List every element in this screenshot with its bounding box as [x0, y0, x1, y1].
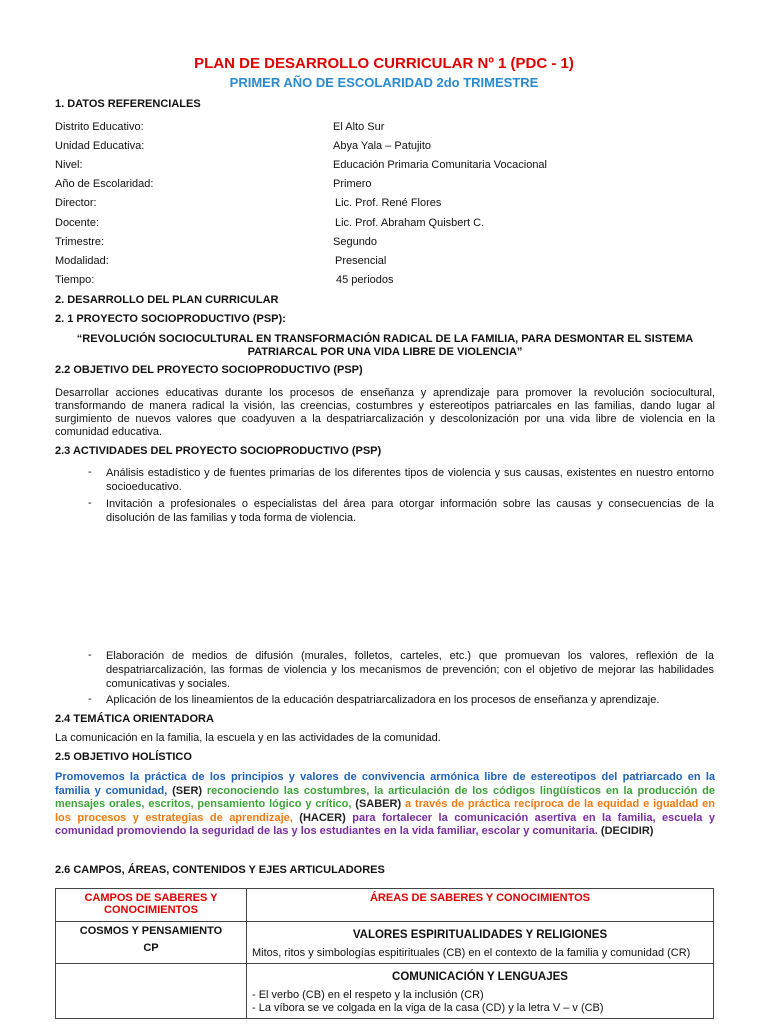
area-cell [247, 964, 714, 1019]
field-label: Director: [55, 197, 97, 209]
bullet-dash: - [88, 497, 92, 509]
holistic-hacer-text: a través de práctica recíproca de la equidad e igualdad en los procesos y estrategias de aprendizaje, [55, 798, 715, 824]
field-value: 45 periodos [336, 274, 394, 286]
field-value: Segundo [333, 236, 378, 248]
holistic-saber-tag: (SABER) [355, 798, 402, 810]
bullet-dash: - [88, 649, 92, 661]
section-heading-campos: 2.6 CAMPOS, ÁREAS, CONTENIDOS Y EJES ARTICULADORES [55, 864, 385, 876]
holistic-decidir-text: para fortalecer la comunicación asertiva en la familia, escuela y comunidad promoviendo la seguridad de las y los estudiantes en la vida familiar, escolar y comunitaria. [55, 811, 715, 837]
holistic-objective [55, 771, 715, 839]
bullet-dash: - [88, 693, 92, 705]
section-heading-psp: 2. 1 PROYECTO SOCIOPRODUCTIVO (PSP): [55, 313, 286, 325]
field-label: Distrito Educativo: [55, 121, 144, 133]
area-title: VALORES ESPIRITUALIDADES Y RELIGIONES [352, 929, 608, 941]
field-value: Lic. Prof. Abraham Quisbert C. [335, 217, 485, 229]
activity-item: Aplicación de los lineamientos de la educación despatriarcalizadora en los procesos de enseñanza y aprendizaje. [106, 694, 660, 706]
field-value: El Alto Sur [333, 121, 385, 133]
holistic-saber-text: reconociendo las costumbres, la articulación de los códigos lingüísticos en la producción de mensajes orales, escritos, pensamiento lógico y crítico, [55, 784, 715, 810]
section-heading-actividades: 2.3 ACTIVIDADES DEL PROYECTO SOCIOPRODUCTIVO (PSP) [55, 445, 382, 457]
holistic-ser-text: Promovemos la práctica de los principios y valores de convivencia armónica libre de estereotipos del patriarcado en la familia y comunidad, [55, 771, 715, 797]
section-heading-datos: 1. DATOS REFERENCIALES [55, 98, 201, 110]
document-subtitle: PRIMER AÑO DE ESCOLARIDAD 2do TRIMESTRE [229, 75, 539, 90]
table-header-row [56, 889, 714, 922]
field-label: Docente: [55, 217, 100, 229]
area-content-line: - El verbo (CB) en el respeto y la inclusión (CR) [252, 989, 484, 1001]
area-cell [247, 922, 714, 964]
campo-name: COSMOS Y PENSAMIENTO [79, 925, 223, 937]
psp-title: “REVOLUCIÓN SOCIOCULTURAL EN TRANSFORMACIÓN RADICAL DE LA FAMILIA, PARA DESMONTAR EL SISTEMA PATRIARCAL POR UNA VIDA LIBRE DE VIOLENCIA” [76, 333, 694, 358]
campo-cell-empty [56, 964, 247, 1019]
tematica-text: La comunicación en la familia, la escuela y en las actividades de la comunidad. [55, 732, 441, 744]
table-header-campos: CAMPOS DE SABERES Y CONOCIMIENTOS [56, 889, 247, 922]
activity-item: Análisis estadístico y de fuentes primarias de los diferentes tipos de violencia y sus causas, existentes en nuestro entorno socioeducativo. [106, 467, 714, 493]
field-label: Año de Escolaridad: [55, 178, 154, 190]
activity-item: Elaboración de medios de difusión (murales, folletos, carteles, etc.) que promuevan los valores, reflexión de la despatriarcalización, las formas de violencia y los mecanismos de prevención; con el objetivo de mejorar las habilidades comunicativas y sociales. [106, 650, 714, 690]
objective-paragraph: Desarrollar acciones educativas durante los procesos de enseñanza y aprendizaje para promover la revolución sociocultural, transformando de manera radical la visión, las creencias, costumbres y estereotipos patriarcales en las familias, dando lugar al surgimiento de nuevos valores que coadyuven a la despatriarcalización y descolonización por una vida libre de violencia en la comunidad educativa. [55, 387, 715, 438]
document-title: PLAN DE DESARROLLO CURRICULAR Nº 1 (PDC - 1) [194, 55, 574, 72]
field-label: Modalidad: [55, 255, 109, 267]
field-value: Primero [333, 178, 372, 190]
section-heading-tematica: 2.4 TEMÁTICA ORIENTADORA [55, 713, 214, 725]
activity-item: Invitación a profesionales o especialistas del área para otorgar información sobre las causas y consecuencias de la disolución de las familias y toda forma de violencia. [106, 498, 714, 524]
field-label: Unidad Educativa: [55, 140, 145, 152]
field-value: Educación Primaria Comunitaria Vocacional [333, 159, 547, 171]
campos-areas-table [55, 888, 714, 1019]
table-row [56, 922, 714, 964]
field-value: Presencial [335, 255, 387, 267]
field-label: Trimestre: [55, 236, 105, 248]
table-row [56, 964, 714, 1019]
field-label: Tiempo: [55, 274, 95, 286]
holistic-hacer-tag: (HACER) [299, 811, 346, 824]
field-value: Abya Yala – Patujito [333, 140, 432, 152]
bullet-dash: - [88, 466, 92, 478]
area-content-line: - La víbora se ve colgada en la viga de la casa (CD) y la letra V – v (CB) [252, 1002, 604, 1014]
holistic-decidir-tag: (DECIDIR) [600, 825, 654, 837]
section-heading-holistico: 2.5 OBJETIVO HOLÍSTICO [55, 751, 192, 763]
campo-cell [56, 922, 247, 964]
area-title: COMUNICACIÓN Y LENGUAJES [392, 971, 568, 983]
section-heading-objetivo-psp: 2.2 OBJETIVO DEL PROYECTO SOCIOPRODUCTIVO (PSP) [55, 364, 363, 376]
campo-abbr: CP [143, 942, 159, 954]
table-header-areas: ÁREAS DE SABERES Y CONOCIMIENTOS [247, 889, 714, 922]
section-heading-desarrollo: 2. DESARROLLO DEL PLAN CURRICULAR [55, 294, 279, 306]
holistic-ser-tag: (SER) [172, 784, 203, 797]
field-label: Nivel: [55, 159, 83, 171]
area-content: Mitos, ritos y simbologías espitirituales (CB) en el contexto de la familia y comunidad (CR) [252, 947, 691, 959]
field-value: Lic. Prof. René Flores [335, 197, 442, 209]
